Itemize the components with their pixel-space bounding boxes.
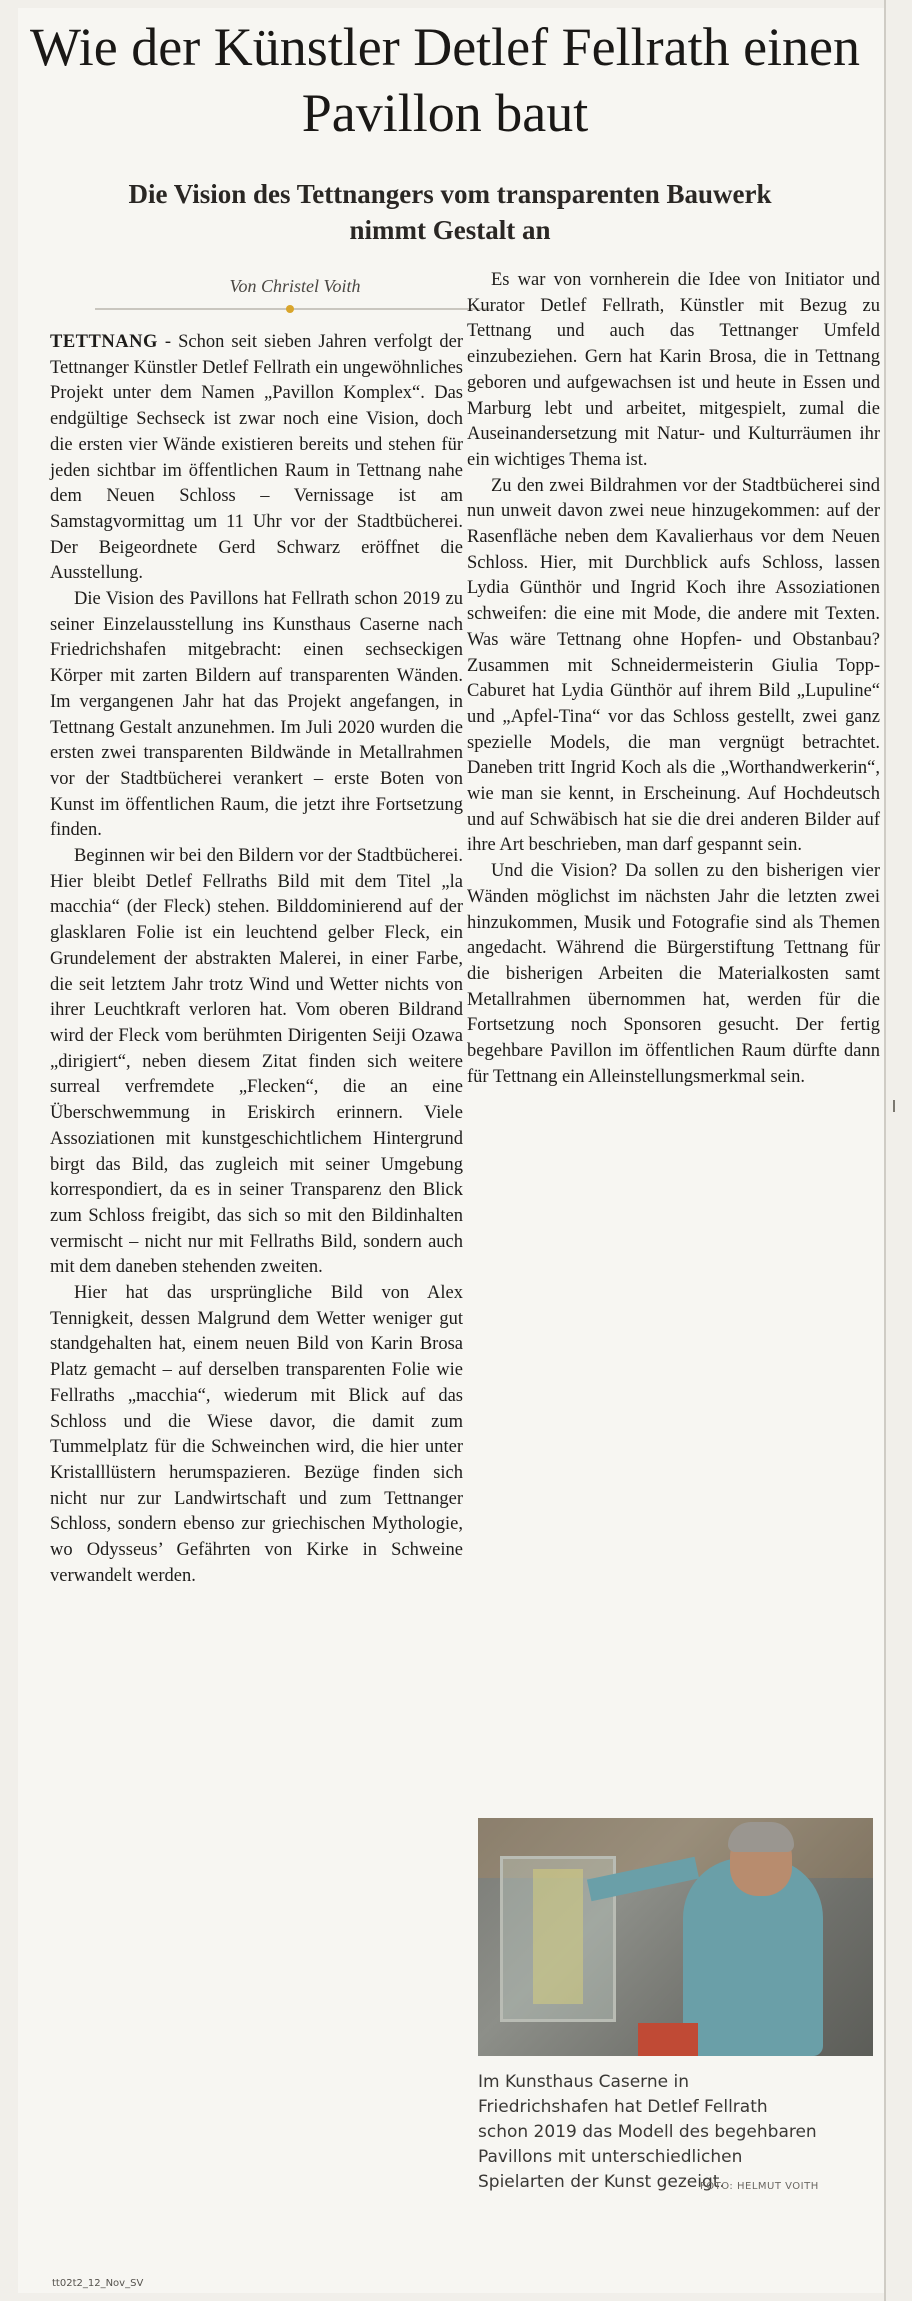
article-photo <box>478 1818 873 2056</box>
article-paragraph: Hier hat das ursprüngliche Bild von Alex Tennigkeit, dessen Malgrund dem Wetter weniger gut standgehalten hat, einem neuen Bild von Karin Brosa Platz gemacht – auf derselben transparenten Folie wie Fellraths „macchia“, wiederum mit Blick auf das Schloss und die Wiese davor, die damit zum Tummelplatz für die Schweinchen wird, die hier unter Kristalllüstern herumspazieren. Bezüge finden sich nicht nur zur Landwirtschaft und zum Tettnanger Schloss, sondern ebenso zur griechischen Mythologie, wo Odysseus’ Gefährten von Kirke in Schweine verwandelt werden. <box>50 1283 463 1586</box>
page-code: tt02t2_12_Nov_SV <box>52 2278 144 2289</box>
photo-red-object <box>638 2023 698 2056</box>
photo-caption: Im Kunsthaus Caserne in Friedrichshafen hat Detlef Fellrath schon 2019 das Modell des begehbaren Pavillons mit unterschiedlichen Spielarten der Kunst gezeigt. <box>478 2072 817 2192</box>
paragraph-text: - Schon seit sieben Jahren verfolgt der Tettnanger Künstler Detlef Fellrath ein ungewöhnliches Projekt unter dem Namen „Pavillon Komplex“. Das endgültige Sechseck ist zwar noch eine Vision, doch die ersten vier Wände existieren bereits und stehen für jeden sichtbar im öffentlichen Raum in Tettnang nahe dem Neuen Schloss – Vernissage ist am Samstagvormittag um 11 Uhr vor der Stadtbücherei. Der Beigeordnete Gerd Schwarz eröffnet die Ausstellung. <box>50 332 463 584</box>
article-column-right <box>467 268 880 1091</box>
article-paragraph: Die Vision des Pavillons hat Fellrath schon 2019 zu seiner Einzelausstellung ins Kunsthaus Caserne nach Friedrichshafen mitgebracht: einen sechseckigen Körper mit zarten Bildern auf transparenten Wänden. Im vergangenen Jahr hat das Projekt angefangen, in Tettnang Gestalt anzunehmen. Im Juli 2020 wurden die ersten zwei transparenten Bildwände in Metallrahmen vor der Stadtbücherei verankert – erste Boten von Kunst im öffentlichen Raum, die jetzt ihre Fortsetzung finden. <box>50 589 463 841</box>
divider-dot-icon <box>286 305 294 313</box>
article-paragraph <box>50 330 463 587</box>
article-paragraph: Es war von vornherein die Idee von Initiator und Kurator Detlef Fellrath, Künstler mit Bezug zu Tettnang und auch das Tettnanger Umfeld einzubeziehen. Gern hat Karin Brosa, die in Tettnang geboren und aufgewachsen ist und heute in Essen und Marburg lebt und arbeitet, mitgespielt, zumal die Auseinandersetzung mit Natur- und Kulturräumen ihr ein wichtiges Thema ist. <box>467 270 880 470</box>
article-paragraph: Beginnen wir bei den Bildern vor der Stadtbücherei. Hier bleibt Detlef Fellraths Bild mit dem Titel „la macchia“ (der Fleck) stehen. Bilddominierend auf der glasklaren Folie ist ein leuchtend gelber Fleck, ein Grundelement der abstrakten Malerei, in einer Farbe, die seit letztem Jahr trotz Wind und Wetter nichts von ihrer Leuchtkraft verloren hat. Vom oberen Bildrand wird der Fleck vom berühmten Dirigenten Seiji Ozawa „dirigiert“, neben diesem Zitat finden sich weitere surreal verfremdete „Flecken“, die an eine Überschwemmung in Eriskirch erinnern. Viele Assoziationen mit kunstgeschichtlichem Hintergrund birgt das Bild, das zugleich mit seiner Umgebung korrespondiert, da es in seiner Transparenz den Blick zum Schloss freigibt, das sich so mit den Bildinhalten vermischt – nicht nur mit Fellraths Bild, sondern auch mit dem daneben stehenden zweiten. <box>50 846 463 1278</box>
byline: Von Christel Voith <box>229 276 361 296</box>
article-paragraph: Zu den zwei Bildrahmen vor der Stadtbücherei sind nun unweit davon zwei neue hinzugekommen: auf der Rasenfläche neben dem Kavalierhaus vor dem Neuen Schloss. Hier, mit Durchblick aufs Schloss, lassen Lydia Günthör und Ingrid Koch ihre Assoziationen schweifen: die eine mit Mode, die andere mit Texten. Was wäre Tettnang ohne Hopfen- und Obstanbau? Zusammen mit Schneidermeisterin Giulia Topp-Caburet hat Lydia Günthör auf ihrem Bild „Lupuline“ und „Apfel-Tina“ vor das Schloss gestellt, zwei ganz spezielle Models, die man vergnügt betrachtet. Daneben tritt Ingrid Koch als die „Worthandwerkerin“, wie man sie kennt, in Erscheinung. Auf Hochdeutsch und auf Schwäbisch hat sie die drei anderen Bilder auf ihre Art beschrieben, man darf gespannt sein. <box>467 475 880 856</box>
headline: Wie der Künstler Detlef Fellrath einen Pavillon baut <box>30 17 861 143</box>
dateline: TETTNANG <box>50 332 158 352</box>
margin-mark <box>893 1100 895 1112</box>
byline-divider <box>95 308 490 310</box>
article-column-left <box>50 330 463 1589</box>
photo-person-hair <box>728 1822 794 1852</box>
subheadline: Die Vision des Tettnangers vom transparenten Bauwerk nimmt Gestalt an <box>128 179 772 245</box>
page-edge <box>884 0 886 2301</box>
article-paragraph: Und die Vision? Da sollen zu den bisherigen vier Wänden möglichst im nächsten Jahr die letzten zwei hinzukommen, Musik und Fotografie sind als Themen angedacht. Während die Bürgerstiftung Tettnang für die bisherigen Arbeiten die Materialkosten samt Metallrahmen übernommen hat, werden für die Fortsetzung noch Sponsoren gesucht. Der fertig begehbare Pavillon im öffentlichen Raum dürfte dann für Tettnang ein Alleinstellungsmerkmal sein. <box>467 861 880 1087</box>
photo-credit: FOTO: HELMUT VOITH <box>700 2181 819 2192</box>
